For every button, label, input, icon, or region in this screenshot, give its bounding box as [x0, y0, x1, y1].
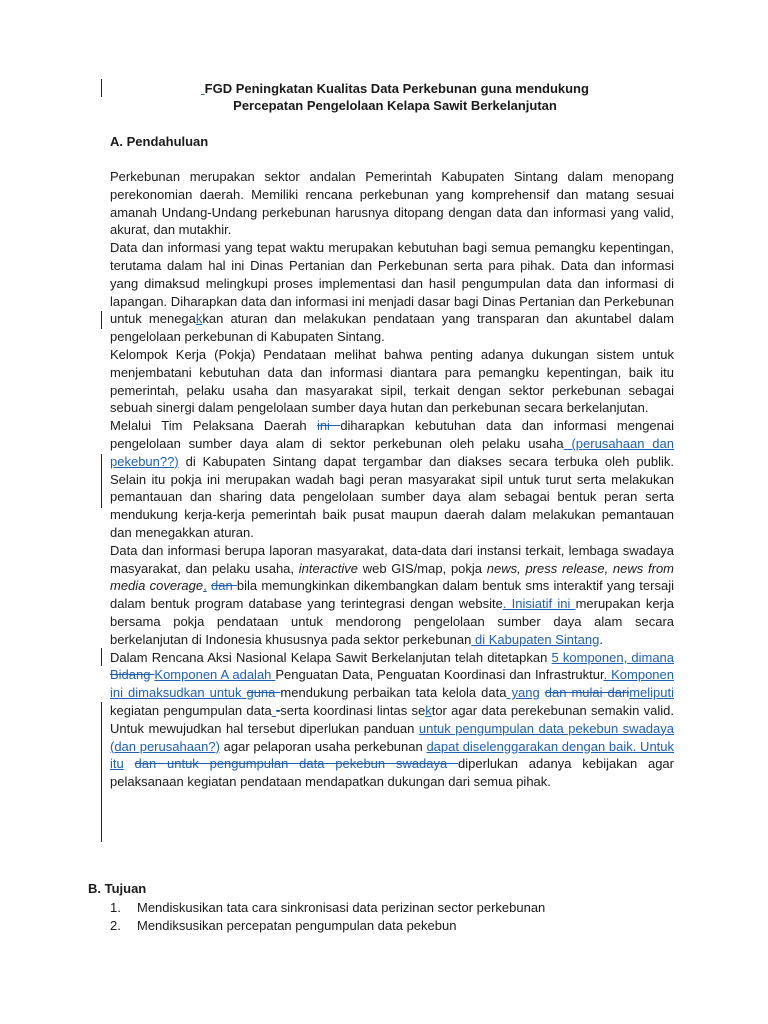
tracked-deletion: dan untuk pengumpulan data pekebun swadaya [134, 756, 459, 772]
section-heading-pendahuluan: A. Pendahuluan [110, 134, 209, 149]
tracked-insertion: k [195, 311, 203, 327]
tracked-deletion: ini [316, 418, 341, 434]
tracked-deletion: dan [210, 578, 237, 594]
tracked-insertion: Komponen A adalah [154, 667, 276, 683]
paragraph-3: Kelompok Kerja (Pokja) Pendataan melihat bahwa penting adanya dukungan sistem untuk menjembatani kebutuhan data dan informasi diantara para pemangku kepentingan, baik itu pemerintah, pelaku usaha dan masyarakat sipil, terkait dengan sektor perkebunan sebagai sebuah sinergi dalam pengelolaan sumber daya hutan dan perkebunan secara berkelanjutan. [110, 346, 674, 416]
change-bar [101, 702, 102, 842]
body-text [110, 168, 674, 791]
change-bar [101, 311, 102, 329]
title-line-1: FGD Peningkatan Kualitas Data Perkebunan guna mendukung [204, 81, 589, 96]
tracked-insertion: dapat diselenggarakan dengan baik. Untuk itu [110, 738, 675, 772]
tracked-insertion: untuk pengumpulan data pekebun swadaya (dan perusahaan?) [110, 720, 674, 754]
tracked-insertion: di Kabupaten Sintang [471, 631, 600, 647]
document-title [100, 80, 690, 114]
tracked-deletion: dan mulai dari [544, 685, 630, 701]
list-item: 1. Mendiskusikan tata cara sinkronisasi data perizinan sector perkebunan [110, 900, 546, 915]
paragraph-5: Data dan informasi berupa laporan masyarakat, data-data dari instansi terkait, lembaga swadaya masyarakat, dan pelaku usaha, interactive web GIS/map, pokja news, press release, news from media coverage, dan bila memungkinkan dikembangkan dalam bentuk sms interaktif yang tersaji dalam bentuk program database yang terintegrasi dengan website. Inisiatif ini merupakan kerja bersama pokja pendataan untuk mendorong pengelolaan sumber daya alam secara berkelanjutan di Indonesia khususnya pada sektor perkebunan di Kabupaten Sintang. [110, 542, 675, 647]
tracked-insertion: yang [506, 685, 540, 701]
tracked-deletion: - [275, 702, 281, 718]
tracked-deletion: Bidang [110, 667, 155, 683]
tracked-deletion: guna [246, 685, 281, 701]
change-bar [101, 454, 102, 508]
tracked-insertion: k [425, 702, 432, 718]
tracked-insertion: . Inisiatif ini [502, 596, 576, 612]
tracked-insertion: 5 komponen, dimana [551, 649, 675, 665]
tracked-insertion: . Komponen ini dimaksudkan untuk [110, 667, 674, 701]
list-item: 2. Mendiksusikan percepatan pengumpulan data pekebun [110, 918, 457, 933]
paragraph-2: Data dan informasi yang tepat waktu merupakan kebutuhan bagi semua pemangku kepentingan, terutama dalam hal ini Dinas Pertanian dan Perkebunan serta para pihak. Data dan informasi yang dimaksud melingkupi proses implementasi dan hasil pengumpulan data dan informasi di lapangan. Diharapkan data dan informasi ini menjadi dasar bagi Dinas Pertanian dan Perkebunan untuk menegakkan aturan dan melakukan pendataan yang transparan dan akuntabel dalam pengelolaan perkebunan di Kabupaten Sintang. [110, 240, 674, 345]
tujuan-list [110, 899, 674, 935]
paragraph-6: Dalam Rencana Aksi Nasional Kelapa Sawit Berkelanjutan telah ditetapkan 5 komponen, dimana Bidang Komponen A adalah Penguatan Data, Penguatan Koordinasi dan Infrastruktur. Komponen ini dimaksudkan untuk guna mendukung perbaikan tata kelola data yang dan mulai darimeliputi kegiatan pengumpulan data -serta koordinasi lintas sektor agar data perekebunan semakin valid. Untuk mewujudkan hal tersebut diperlukan panduan untuk pengumpulan data pekebun swadaya (dan perusahaan?) agar pelaporan usaha perkebunan dapat diselenggarakan dengan baik. Untuk itu dan untuk pengumpulan data pekebun swadaya diperlukan adanya kebijakan agar pelaksanaan kegiatan pendataan mendapatkan dukungan dari semua pihak. [110, 649, 675, 790]
title-line-2: Percepatan Pengelolaan Kelapa Sawit Berkelanjutan [233, 98, 557, 113]
tracked-insertion: , [203, 578, 207, 594]
tracked-insertion: meliputi [629, 685, 674, 701]
change-bar [101, 648, 102, 666]
section-heading-tujuan: B. Tujuan [88, 881, 147, 896]
tracked-insertion: (perusahaan dan pekebun??) [110, 435, 674, 469]
paragraph-1: Perkebunan merupakan sektor andalan Pemerintah Kabupaten Sintang dalam menopang perekonomian daerah. Memiliki rencana perkebunan yang komprehensif dan matang sesuai amanah Undang-Undang perkebunan harusnya ditopang dengan data dan informasi yang valid, akurat, dan mutakhir. [110, 169, 674, 238]
paragraph-4: Melalui Tim Pelaksana Daerah ini diharapkan kebutuhan data dan informasi mengenai pengelolaan sumber daya alam di sektor perkebunan oleh pelaku usaha (perusahaan dan pekebun??) di Kabupaten Sintang dapat tergambar dan diakses secara terbuka oleh publik. Selain itu pokja ini merupakan wadah bagi peran masyarakat sipil untuk turut serta melakukan pemantauan dan sharing data pengelolaan sumber daya alam sebagai bentuk peran serta mendukung kerja-kerja pemerintah baik pusat maupun daerah dalam melakukan pemantauan dan menegakkan aturan. [110, 418, 675, 540]
